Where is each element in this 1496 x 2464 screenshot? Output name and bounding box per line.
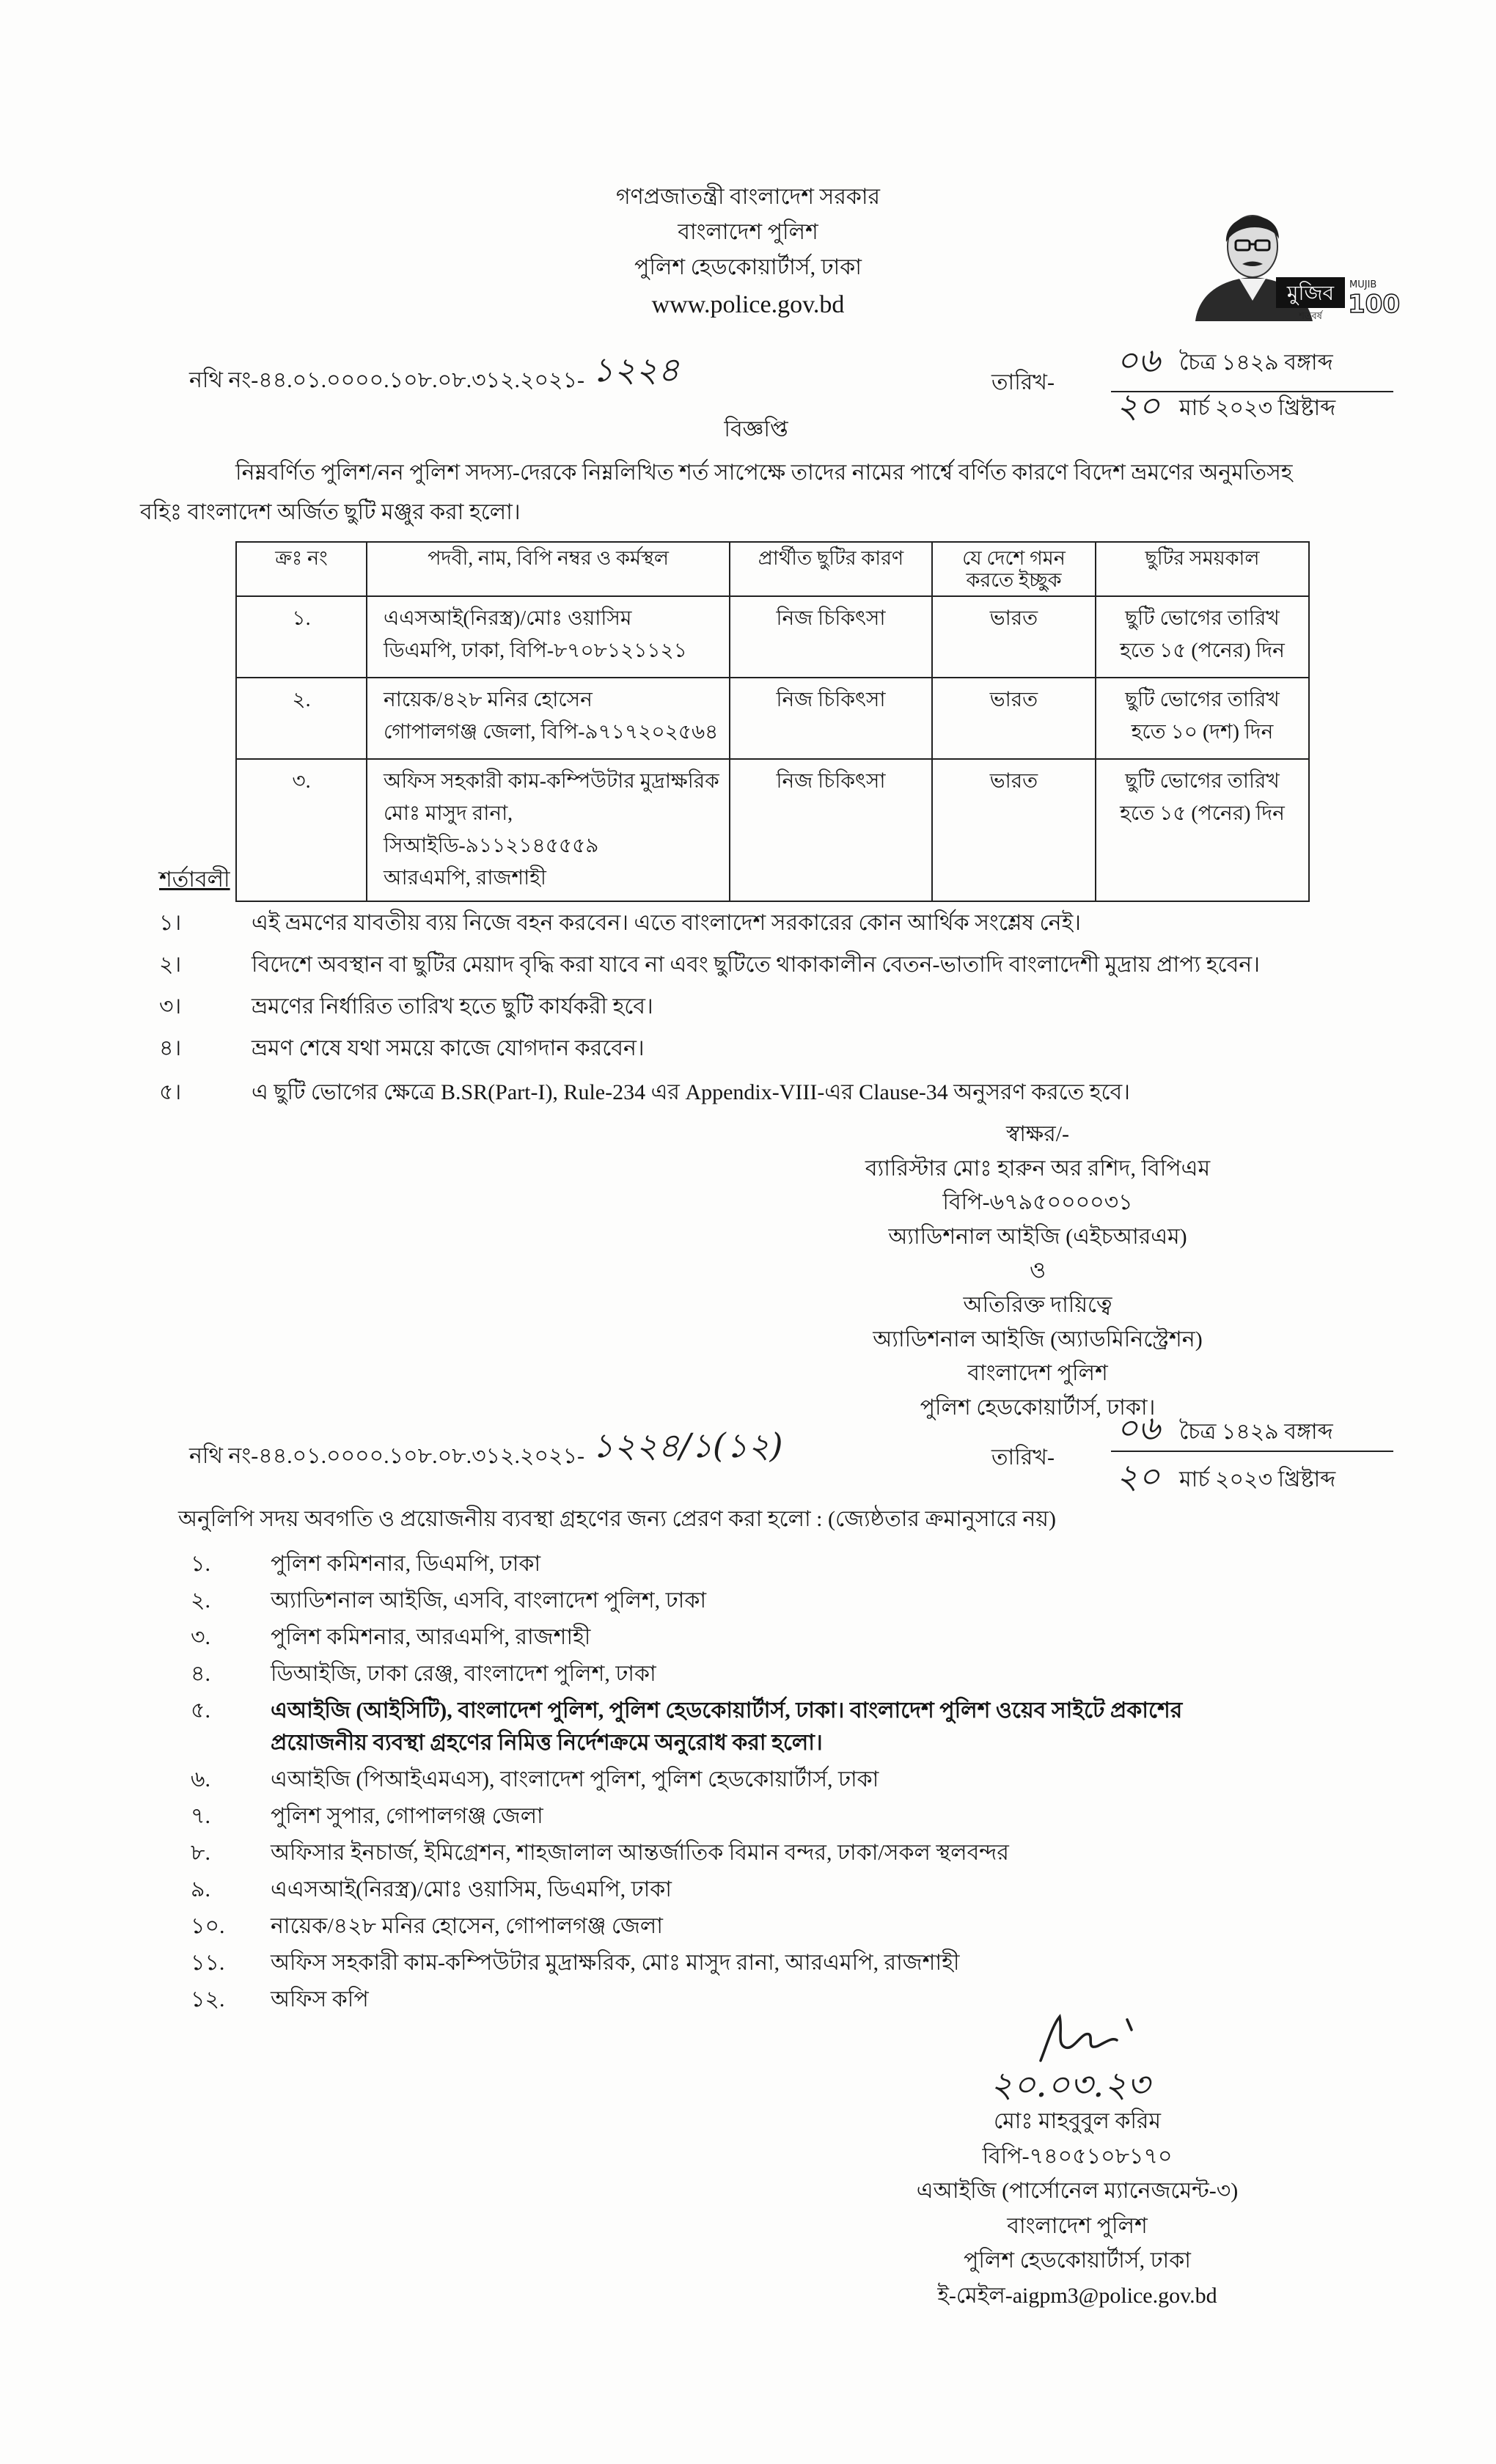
table-header-row — [236, 542, 1309, 596]
logo-bn-name: মুজিব — [1286, 281, 1335, 305]
condition-text: এই ভ্রমণের যাবতীয় ব্যয় নিজে বহন করবেন। এতে বাংলাদেশ সরকারের কোন আর্থিক সংশ্লেষ নেই। — [252, 911, 1081, 935]
signature-initials-icon — [1030, 2009, 1162, 2068]
signature-block-1 — [744, 1118, 1331, 1425]
signatory-email: ই-মেইল-aigpm3@police.gov.bd — [937, 2283, 1217, 2308]
signatory-bp: বিপি-৬৭৯৫০০০০৩১ — [942, 1190, 1133, 1215]
handwritten-date: ২০.০৩.২৩ — [990, 2064, 1150, 2105]
col-serial-header: ক্রঃ নং — [236, 542, 367, 596]
signatory-office: পুলিশ হেডকোয়ার্টার্স, ঢাকা। — [920, 1395, 1156, 1420]
table-row — [236, 759, 1309, 901]
list-item — [191, 1947, 1364, 1979]
cell-serial: ৩. — [236, 759, 367, 901]
duration-line: ছুটি ভোগের তারিখ — [1125, 770, 1280, 793]
notice-title: বিজ্ঞপ্তি — [724, 417, 788, 441]
mujib-100-logo-icon — [1166, 197, 1401, 321]
col-reason-header: প্রার্থীত ছুটির কারণ — [730, 542, 932, 596]
detail-line: মোঃ মাসুদ রানা, সিআইডি-৯১১২১৪৫৫৫৯ — [384, 802, 599, 857]
signatory-org: বাংলাদেশ পুলিশ — [1007, 2213, 1148, 2238]
copy-number: ১১. — [191, 1951, 225, 1975]
website: www.police.gov.bd — [651, 291, 845, 318]
cell-reason: নিজ চিকিৎসা — [730, 678, 932, 759]
memo2-bn-date: চৈত্র ১৪২৯ বঙ্গাব্দ — [1179, 1420, 1333, 1444]
list-item — [159, 987, 1450, 1027]
signatory-office: পুলিশ হেডকোয়ার্টার্স, ঢাকা — [964, 2248, 1191, 2273]
cell-serial: ১. — [236, 596, 367, 678]
detail-line: ডিএমপি, ঢাকা, বিপি-৮৭০৮১২১১২১ — [384, 639, 687, 662]
signatory-additional: অতিরিক্ত দায়িত্বে — [963, 1292, 1112, 1317]
cell-duration — [1096, 678, 1309, 759]
memo-en-date: মার্চ ২০২৩ খ্রিষ্টাব্দ — [1179, 396, 1336, 420]
signatory-bp: বিপি-৭৪০৫১০৮১৭০ — [982, 2144, 1173, 2168]
condition-number: ৫। — [159, 1080, 182, 1104]
list-item — [159, 1073, 1450, 1112]
duration-line: হতে ১৫ (পনের) দিন — [1120, 802, 1285, 825]
copy-text: পুলিশ কমিশনার, ডিএমপি, ঢাকা — [271, 1552, 541, 1576]
copy-number: ৩. — [191, 1625, 211, 1649]
signature-tick — [1127, 2020, 1132, 2030]
table-row — [236, 596, 1309, 678]
logo-number: 100 — [1348, 290, 1400, 319]
leave-table — [235, 541, 1310, 902]
col-details-header: পদবী, নাম, বিপি নম্বর ও কর্মস্থল — [367, 542, 730, 596]
copy-text: অফিস কপি — [271, 1987, 369, 2012]
cell-details — [367, 596, 730, 678]
memo2-en-day: ২০ — [1116, 1456, 1160, 1496]
cell-details — [367, 678, 730, 759]
copy-number: ৪. — [191, 1662, 210, 1686]
list-item — [191, 1658, 1364, 1690]
copy-number: ৭. — [191, 1804, 211, 1828]
copy-number: ১. — [191, 1552, 210, 1576]
memo-reference — [189, 350, 680, 392]
detail-line: গোপালগঞ্জ জেলা, বিপি-৯৭১৭২০২৫৬৪ — [384, 721, 719, 744]
memo2-en-date: মার্চ ২০২৩ খ্রিষ্টাব্দ — [1179, 1467, 1336, 1492]
condition-text: ভ্রমণ শেষে যথা সময়ে কাজে যোগদান করবেন। — [252, 1036, 645, 1060]
list-item — [159, 945, 1450, 985]
cell-country: ভারত — [932, 759, 1096, 901]
copy-number: ৯. — [191, 1877, 210, 1902]
cell-country: ভারত — [932, 596, 1096, 678]
signature-stroke — [1041, 2017, 1117, 2061]
signatory-name: ব্যারিস্টার মোঃ হারুন অর রশিদ, বিপিএম — [865, 1156, 1211, 1181]
signature-block-2 — [784, 2104, 1371, 2314]
signed-mark: স্বাক্ষর/- — [1005, 1122, 1070, 1146]
detail-line: এএসআই(নিরস্ত্র)/মোঃ ওয়াসিম — [384, 607, 632, 630]
duration-line: ছুটি ভোগের তারিখ — [1125, 689, 1280, 711]
cell-duration — [1096, 759, 1309, 901]
list-item — [191, 1800, 1364, 1833]
duration-line: হতে ১০ (দশ) দিন — [1131, 721, 1274, 744]
memo2-ref-handwritten: ১২২৪/১(১২) — [592, 1426, 783, 1465]
copy-text: নায়েক/৪২৮ মনির হোসেন, গোপালগঞ্জ জেলা — [271, 1914, 663, 1938]
memo2-date-label: তারিখ- — [991, 1445, 1055, 1470]
copy-number: ৫. — [191, 1698, 210, 1723]
memo2-ref-label: নথি নং-৪৪.০১.০০০০.১০৮.০৮.৩১২.২০২১- — [189, 1444, 585, 1468]
condition-number: ৪। — [159, 1036, 182, 1060]
copy-text: পুলিশ সুপার, গোপালগঞ্জ জেলা — [271, 1804, 543, 1828]
memo-en-day: ২০ — [1116, 386, 1160, 425]
col-duration-header: ছুটির সময়কাল — [1096, 542, 1309, 596]
notice-intro-line2: বহিঃ বাংলাদেশ অর্জিত ছুটি মঞ্জুর করা হলো। — [140, 500, 521, 524]
notice-intro-line1: নিম্নবর্ণিত পুলিশ/নন পুলিশ সদস্য-দেরকে নিম্নলিখিত শর্ত সাপেক্ষে তাদের নামের পার্শ্বে বর্ণিত কারণে বিদেশ ভ্রমণের অনুমতিসহ — [235, 461, 1293, 485]
copy-text: এআইজি (পিআইএমএস), বাংলাদেশ পুলিশ, পুলিশ হেডকোয়ার্টার্স, ঢাকা — [271, 1767, 879, 1792]
copy-number: ৬. — [191, 1767, 211, 1792]
memo-ref-handwritten: ১২২৪ — [592, 350, 680, 389]
copy-text-line: এআইজি (আইসিটি), বাংলাদেশ পুলিশ, পুলিশ হেডকোয়ার্টার্স, ঢাকা। বাংলাদেশ পুলিশ ওয়েব সাইটে প্রকাশের — [271, 1698, 1183, 1723]
memo-bn-day: ০৬ — [1116, 340, 1160, 380]
org-name: বাংলাদেশ পুলিশ — [678, 220, 818, 244]
copy-number: ১২. — [191, 1987, 225, 2012]
list-item — [191, 1621, 1364, 1654]
copy-number: ২. — [191, 1588, 211, 1613]
list-item — [191, 1984, 1364, 2016]
col-country-header-line: যে দেশে গমন — [962, 547, 1066, 569]
detail-line: আরএমপি, রাজশাহী — [384, 867, 546, 890]
list-item — [191, 1837, 1364, 1869]
cell-country: ভারত — [932, 678, 1096, 759]
condition-text: বিদেশে অবস্থান বা ছুটির মেয়াদ বৃদ্ধি করা যাবে না এবং ছুটিতে থাকাকালীন বেতন-ভাতাদি বাংলাদেশী মুদ্রায় প্রাপ্য হবেন। — [252, 953, 1260, 977]
list-item — [159, 1029, 1450, 1068]
copy-text: অফিস সহকারী কাম-কম্পিউটার মুদ্রাক্ষরিক, মোঃ মাসুদ রানা, আরএমপি, রাজশাহী — [271, 1951, 960, 1975]
list-item — [159, 903, 1450, 943]
signatory-designation: এআইজি (পার্সোনেল ম্যানেজমেন্ট-৩) — [916, 2179, 1239, 2204]
copy-text: এএসআই(নিরস্ত্র)/মোঃ ওয়াসিম, ডিএমপি, ঢাকা — [271, 1877, 672, 1902]
col-country-header-line: করতে ইচ্ছুক — [966, 569, 1062, 591]
copy-text-line: প্রয়োজনীয় ব্যবস্থা গ্রহণের নিমিত্ত নির্দেশক্রমে অনুরোধ করা হলো। — [271, 1731, 823, 1755]
condition-number: ২। — [159, 953, 182, 977]
list-item — [191, 1585, 1364, 1617]
conditions-list — [159, 903, 1450, 1115]
cell-serial: ২. — [236, 678, 367, 759]
signatory-designation: অ্যাডিশনাল আইজি (এইচআরএম) — [888, 1224, 1187, 1249]
condition-text: এ ছুটি ভোগের ক্ষেত্রে B.SR(Part-I), Rule-234 এর Appendix-VIII-এর Clause-34 অনুসরণ করতে হবে। — [252, 1080, 1130, 1104]
list-item — [191, 1695, 1364, 1759]
list-item — [191, 1764, 1364, 1796]
memo2-reference — [189, 1426, 783, 1468]
cell-reason: নিজ চিকিৎসা — [730, 759, 932, 901]
cell-details — [367, 759, 730, 901]
conditions-title: শর্তাবলী — [159, 868, 230, 892]
duration-line: ছুটি ভোগের তারিখ — [1125, 607, 1280, 630]
memo-bn-date: চৈত্র ১৪২৯ বঙ্গাব্দ — [1179, 351, 1333, 375]
signatory-and: ও — [1029, 1258, 1046, 1283]
copy-text: অ্যাডিশনাল আইজি, এসবি, বাংলাদেশ পুলিশ, ঢাকা — [271, 1588, 707, 1613]
memo2-bn-day: ০৬ — [1116, 1408, 1160, 1448]
copy-number: ৮. — [191, 1841, 210, 1865]
condition-number: ১। — [159, 911, 182, 935]
office-name: পুলিশ হেডকোয়ার্টার্স, ঢাকা — [634, 255, 862, 279]
copy-text: অফিসার ইনচার্জ, ইমিগ্রেশন, শাহজালাল আন্তর্জাতিক বিমান বন্দর, ঢাকা/সকল স্থলবন্দর — [271, 1841, 1009, 1865]
signatory-additional-designation: অ্যাডিশনাল আইজি (অ্যাডমিনিস্ট্রেশন) — [873, 1327, 1203, 1352]
date-divider — [1111, 1451, 1393, 1452]
memo-date-label: তারিখ- — [991, 370, 1055, 395]
copy-text: ডিআইজি, ঢাকা রেঞ্জ, বাংলাদেশ পুলিশ, ঢাকা — [271, 1662, 656, 1686]
detail-line: অফিস সহকারী কাম-কম্পিউটার মুদ্রাক্ষরিক — [384, 770, 719, 793]
cell-duration — [1096, 596, 1309, 678]
condition-text: ভ্রমণের নির্ধারিত তারিখ হতে ছুটি কার্যকরী হবে। — [252, 994, 653, 1019]
copy-text: পুলিশ কমিশনার, আরএমপি, রাজশাহী — [271, 1625, 591, 1649]
copy-number: ১০. — [191, 1914, 225, 1938]
logo-en-name: MUJIB — [1349, 279, 1377, 290]
condition-number: ৩। — [159, 994, 182, 1019]
memo-ref-label: নথি নং-৪৪.০১.০০০০.১০৮.০৮.৩১২.২০২১- — [189, 368, 585, 392]
signatory-org: বাংলাদেশ পুলিশ — [967, 1361, 1108, 1386]
duration-line: হতে ১৫ (পনের) দিন — [1120, 639, 1285, 662]
list-item — [191, 1548, 1364, 1580]
copy-text — [271, 1695, 1356, 1759]
list-item — [191, 1910, 1364, 1943]
col-country-header — [932, 542, 1096, 596]
table-row — [236, 678, 1309, 759]
detail-line: নায়েক/৪২৮ মনির হোসেন — [384, 689, 593, 711]
copy-intro: অনুলিপি সদয় অবগতি ও প্রয়োজনীয় ব্যবস্থা গ্রহণের জন্য প্রেরণ করা হলো : (জ্যেষ্ঠতার ক্রমানুসারে নয়) — [178, 1507, 1056, 1531]
list-item — [191, 1874, 1364, 1906]
govt-name: গণপ্রজাতন্ত্রী বাংলাদেশ সরকার — [615, 185, 881, 209]
signatory-name: মোঃ মাহবুবুল করিম — [993, 2109, 1162, 2133]
cell-reason: নিজ চিকিৎসা — [730, 596, 932, 678]
logo-bn-sub: শতবর্ষ — [1299, 311, 1322, 321]
copy-list — [191, 1548, 1364, 2020]
